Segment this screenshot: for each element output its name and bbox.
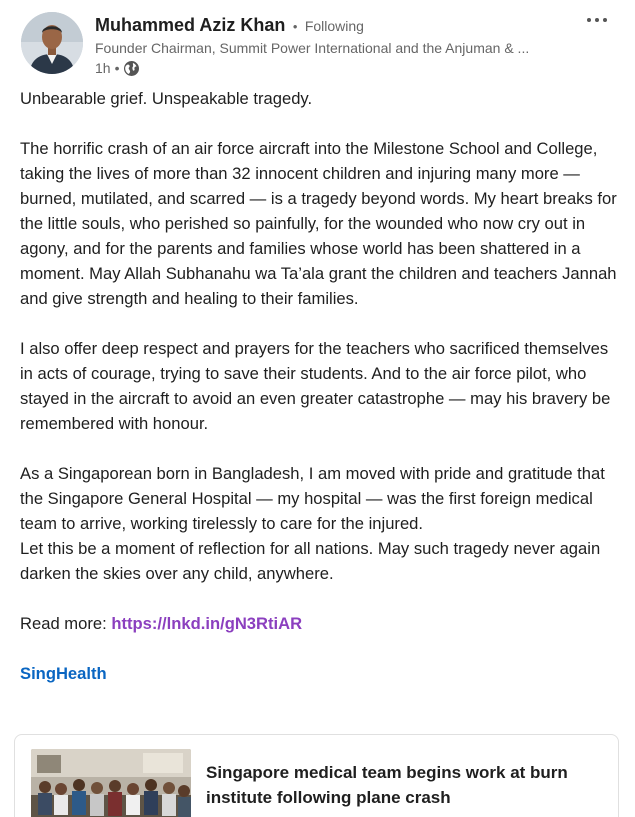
avatar-image: [21, 12, 83, 74]
author-headline: Founder Chairman, Summit Power International and the Anjuman & ...: [95, 40, 530, 56]
author-name[interactable]: Muhammed Aziz Khan: [95, 15, 286, 35]
name-separator: •: [292, 19, 298, 34]
post-header: [21, 12, 619, 74]
post-paragraph: I also offer deep respect and prayers for the teachers who sacrificed themselves in acts of courage, trying to save their students. And to the air force pilot, who stayed in the aircraft to avoid an even greater catastrophe — may his bravery be remembered with honour.: [20, 339, 611, 433]
hashtag-singhealth[interactable]: SingHealth: [20, 664, 107, 683]
more-options-icon[interactable]: [585, 10, 609, 30]
author-info: [95, 14, 579, 78]
read-more-link[interactable]: https://lnkd.in/gN3RtiAR: [111, 614, 303, 633]
author-name-line: [95, 14, 579, 38]
post-paragraph: As a Singaporean born in Bangladesh, I am moved with pride and gratitude that the Singapore General Hospital — my hospital — was the first foreign medical team to arrive, working tirelessly to care for the injured.: [20, 464, 605, 533]
author-avatar[interactable]: [21, 12, 83, 74]
post-paragraph: Unbearable grief. Unspeakable tragedy.: [20, 89, 313, 108]
post-paragraph: Let this be a moment of reflection for all nations. May such tragedy never again darken the skies over any child, anywhere.: [20, 539, 601, 583]
following-status: Following: [304, 18, 364, 34]
preview-title[interactable]: Singapore medical team begins work at burn institute following plane crash: [206, 763, 568, 807]
post-time[interactable]: 1h: [95, 60, 111, 76]
meta-separator: •: [114, 60, 120, 76]
read-more-line: [20, 611, 620, 636]
post-paragraph: The horrific crash of an air force aircraft into the Milestone School and College, taking the lives of more than 32 innocent children and injuring many more — burned, mutilated, and scarred — is a tragedy beyond words. My heart breaks for the little souls, who perished so painfully, for the wounded who now cry out in agony, and for the parents and families whose world has been shattered in a moment. May Allah Subhanahu wa Ta’ala grant the children and teachers Jannah and give strength and healing to their families.: [20, 139, 617, 308]
read-more-label: Read more:: [20, 614, 112, 633]
globe-icon: [123, 60, 140, 77]
post-meta: [95, 58, 579, 78]
preview-thumbnail: [31, 749, 191, 817]
link-preview-card[interactable]: [14, 734, 619, 817]
post-body: [20, 86, 620, 686]
